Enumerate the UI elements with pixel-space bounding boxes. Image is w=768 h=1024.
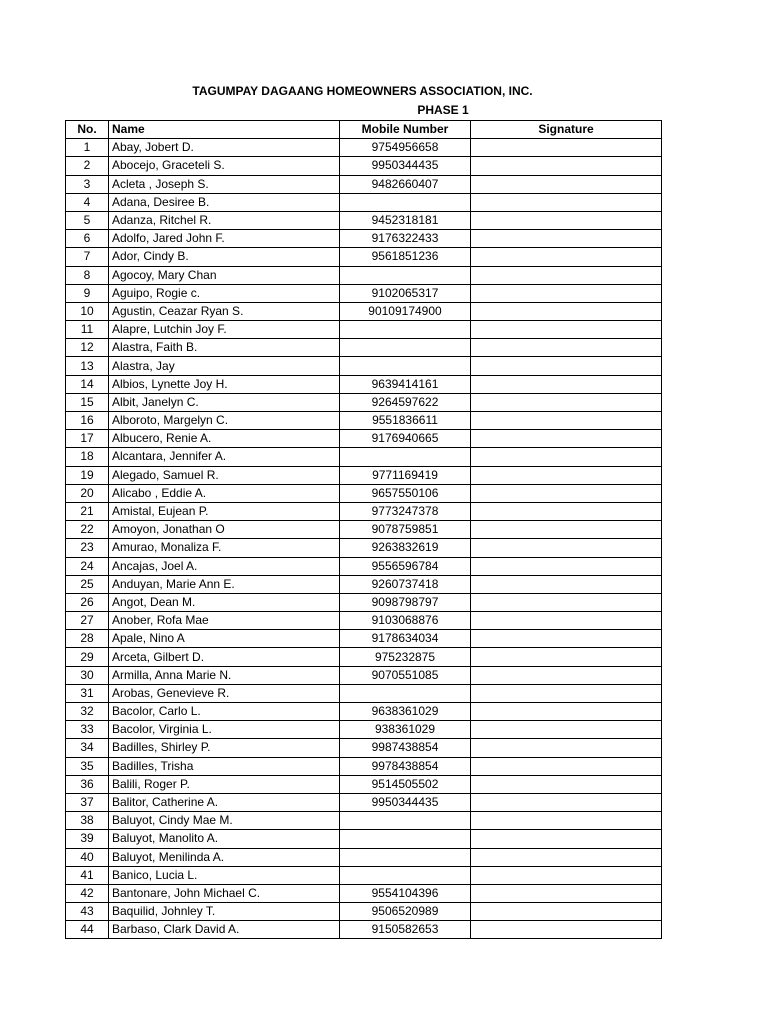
row-number: 40 [66, 848, 109, 866]
table-row [66, 539, 662, 557]
table-row [66, 666, 662, 684]
row-number: 29 [66, 648, 109, 666]
table-row [66, 466, 662, 484]
mobile-number: 9078759851 [340, 521, 471, 539]
row-number: 18 [66, 448, 109, 466]
row-number: 44 [66, 921, 109, 939]
member-name: Alboroto, Margelyn C. [109, 412, 340, 430]
row-number: 15 [66, 393, 109, 411]
signature-cell [471, 502, 662, 520]
mobile-number: 9551836611 [340, 412, 471, 430]
table-row [66, 375, 662, 393]
member-name: Agustin, Ceazar Ryan S. [109, 302, 340, 320]
row-number: 4 [66, 193, 109, 211]
signature-cell [471, 211, 662, 229]
mobile-number: 9070551085 [340, 666, 471, 684]
mobile-number [340, 448, 471, 466]
member-name: Amistal, Eujean P. [109, 502, 340, 520]
member-name: Apale, Nino A [109, 630, 340, 648]
member-name: Anober, Rofa Mae [109, 612, 340, 630]
member-name: Baluyot, Manolito A. [109, 830, 340, 848]
row-number: 7 [66, 248, 109, 266]
signature-cell [471, 648, 662, 666]
table-row [66, 448, 662, 466]
member-name: Adolfo, Jared John F. [109, 230, 340, 248]
table-row [66, 339, 662, 357]
member-name: Abay, Jobert D. [109, 139, 340, 157]
member-name: Bacolor, Carlo L. [109, 703, 340, 721]
column-header-no: No. [66, 121, 109, 139]
member-name: Balili, Roger P. [109, 775, 340, 793]
table-row [66, 193, 662, 211]
table-row [66, 248, 662, 266]
table-row [66, 793, 662, 811]
signature-cell [471, 539, 662, 557]
table-header-row [66, 121, 662, 139]
phase-label: PHASE 1 [417, 103, 469, 117]
member-name: Ador, Cindy B. [109, 248, 340, 266]
row-number: 10 [66, 302, 109, 320]
member-name: Alegado, Samuel R. [109, 466, 340, 484]
signature-cell [471, 430, 662, 448]
row-number: 8 [66, 266, 109, 284]
mobile-number: 9098798797 [340, 593, 471, 611]
row-number: 33 [66, 721, 109, 739]
table-row [66, 393, 662, 411]
mobile-number [340, 848, 471, 866]
table-row [66, 684, 662, 702]
signature-cell [471, 193, 662, 211]
signature-cell [471, 248, 662, 266]
table-row [66, 357, 662, 375]
mobile-number: 9950344435 [340, 157, 471, 175]
row-number: 17 [66, 430, 109, 448]
signature-cell [471, 593, 662, 611]
signature-cell [471, 630, 662, 648]
signature-cell [471, 866, 662, 884]
mobile-number [340, 321, 471, 339]
table-row [66, 502, 662, 520]
row-number: 6 [66, 230, 109, 248]
row-number: 23 [66, 539, 109, 557]
mobile-number: 938361029 [340, 721, 471, 739]
mobile-number: 9561851236 [340, 248, 471, 266]
member-name: Baluyot, Cindy Mae M. [109, 812, 340, 830]
mobile-number: 9263832619 [340, 539, 471, 557]
member-name: Bacolor, Virginia L. [109, 721, 340, 739]
signature-cell [471, 321, 662, 339]
signature-cell [471, 612, 662, 630]
signature-cell [471, 775, 662, 793]
member-name: Arceta, Gilbert D. [109, 648, 340, 666]
signature-cell [471, 448, 662, 466]
table-row [66, 921, 662, 939]
signature-cell [471, 921, 662, 939]
mobile-number: 9150582653 [340, 921, 471, 939]
signature-cell [471, 466, 662, 484]
signature-cell [471, 739, 662, 757]
member-name: Adana, Desiree B. [109, 193, 340, 211]
table-row [66, 848, 662, 866]
member-name: Badilles, Shirley P. [109, 739, 340, 757]
member-name: Angot, Dean M. [109, 593, 340, 611]
table-row [66, 721, 662, 739]
table-row [66, 139, 662, 157]
mobile-number: 9514505502 [340, 775, 471, 793]
signature-cell [471, 412, 662, 430]
mobile-number: 9482660407 [340, 175, 471, 193]
mobile-number: 9452318181 [340, 211, 471, 229]
member-name: Alapre, Lutchin Joy F. [109, 321, 340, 339]
member-name: Alastra, Faith B. [109, 339, 340, 357]
row-number: 42 [66, 884, 109, 902]
mobile-number [340, 339, 471, 357]
member-name: Albios, Lynette Joy H. [109, 375, 340, 393]
signature-cell [471, 903, 662, 921]
mobile-number: 9260737418 [340, 575, 471, 593]
column-header-mobile: Mobile Number [340, 121, 471, 139]
table-row [66, 302, 662, 320]
row-number: 39 [66, 830, 109, 848]
signature-cell [471, 721, 662, 739]
mobile-number: 9771169419 [340, 466, 471, 484]
member-name: Amurao, Monaliza F. [109, 539, 340, 557]
row-number: 30 [66, 666, 109, 684]
signature-cell [471, 521, 662, 539]
row-number: 27 [66, 612, 109, 630]
signature-cell [471, 575, 662, 593]
row-number: 12 [66, 339, 109, 357]
member-name: Abocejo, Graceteli S. [109, 157, 340, 175]
member-name: Acleta , Joseph S. [109, 175, 340, 193]
column-header-name: Name [109, 121, 340, 139]
row-number: 36 [66, 775, 109, 793]
signature-cell [471, 339, 662, 357]
mobile-number [340, 866, 471, 884]
row-number: 41 [66, 866, 109, 884]
table-row [66, 866, 662, 884]
row-number: 32 [66, 703, 109, 721]
mobile-number: 9178634034 [340, 630, 471, 648]
row-number: 13 [66, 357, 109, 375]
row-number: 43 [66, 903, 109, 921]
member-name: Alastra, Jay [109, 357, 340, 375]
member-name: Alcantara, Jennifer A. [109, 448, 340, 466]
member-name: Ancajas, Joel A. [109, 557, 340, 575]
table-row [66, 175, 662, 193]
mobile-number [340, 266, 471, 284]
signature-cell [471, 830, 662, 848]
signature-cell [471, 557, 662, 575]
mobile-number [340, 684, 471, 702]
row-number: 24 [66, 557, 109, 575]
signature-cell [471, 757, 662, 775]
row-number: 22 [66, 521, 109, 539]
table-row [66, 648, 662, 666]
member-name: Armilla, Anna Marie N. [109, 666, 340, 684]
signature-cell [471, 139, 662, 157]
member-name: Amoyon, Jonathan O [109, 521, 340, 539]
mobile-number: 9638361029 [340, 703, 471, 721]
table-row [66, 593, 662, 611]
signature-cell [471, 357, 662, 375]
signature-cell [471, 703, 662, 721]
member-name: Agocoy, Mary Chan [109, 266, 340, 284]
mobile-number [340, 830, 471, 848]
row-number: 2 [66, 157, 109, 175]
mobile-number: 9176322433 [340, 230, 471, 248]
row-number: 19 [66, 466, 109, 484]
table-row [66, 211, 662, 229]
member-name: Badilles, Trisha [109, 757, 340, 775]
signature-cell [471, 684, 662, 702]
row-number: 1 [66, 139, 109, 157]
table-row [66, 884, 662, 902]
member-name: Arobas, Genevieve R. [109, 684, 340, 702]
member-name: Balitor, Catherine A. [109, 793, 340, 811]
table-row [66, 812, 662, 830]
mobile-number: 9556596784 [340, 557, 471, 575]
member-name: Banico, Lucia L. [109, 866, 340, 884]
mobile-number: 9754956658 [340, 139, 471, 157]
signature-cell [471, 266, 662, 284]
mobile-number: 9264597622 [340, 393, 471, 411]
table-row [66, 830, 662, 848]
table-row [66, 412, 662, 430]
table-row [66, 739, 662, 757]
row-number: 20 [66, 484, 109, 502]
signature-cell [471, 484, 662, 502]
row-number: 38 [66, 812, 109, 830]
member-name: Barbaso, Clark David A. [109, 921, 340, 939]
row-number: 9 [66, 284, 109, 302]
mobile-number: 9950344435 [340, 793, 471, 811]
row-number: 14 [66, 375, 109, 393]
member-name: Baquilid, Johnley T. [109, 903, 340, 921]
mobile-number: 9103068876 [340, 612, 471, 630]
member-name: Albit, Janelyn C. [109, 393, 340, 411]
table-row [66, 757, 662, 775]
signature-cell [471, 175, 662, 193]
table-row [66, 612, 662, 630]
row-number: 35 [66, 757, 109, 775]
member-name: Alicabo , Eddie A. [109, 484, 340, 502]
mobile-number [340, 357, 471, 375]
table-row [66, 703, 662, 721]
signature-cell [471, 284, 662, 302]
mobile-number: 9978438854 [340, 757, 471, 775]
member-name: Anduyan, Marie Ann E. [109, 575, 340, 593]
table-row [66, 284, 662, 302]
members-table [65, 120, 662, 939]
mobile-number: 9657550106 [340, 484, 471, 502]
row-number: 28 [66, 630, 109, 648]
signature-cell [471, 375, 662, 393]
document-title: TAGUMPAY DAGAANG HOMEOWNERS ASSOCIATION, INC. [192, 84, 533, 98]
mobile-number: 9639414161 [340, 375, 471, 393]
table-row [66, 575, 662, 593]
row-number: 16 [66, 412, 109, 430]
mobile-number: 975232875 [340, 648, 471, 666]
table-row [66, 557, 662, 575]
row-number: 21 [66, 502, 109, 520]
table-row [66, 484, 662, 502]
signature-cell [471, 302, 662, 320]
row-number: 11 [66, 321, 109, 339]
table-row [66, 266, 662, 284]
table-row [66, 521, 662, 539]
signature-cell [471, 848, 662, 866]
member-name: Aguipo, Rogie c. [109, 284, 340, 302]
row-number: 5 [66, 211, 109, 229]
mobile-number [340, 812, 471, 830]
signature-cell [471, 230, 662, 248]
table-row [66, 230, 662, 248]
mobile-number: 9506520989 [340, 903, 471, 921]
signature-cell [471, 666, 662, 684]
member-name: Baluyot, Menilinda A. [109, 848, 340, 866]
table-row [66, 630, 662, 648]
member-name: Adanza, Ritchel R. [109, 211, 340, 229]
mobile-number [340, 193, 471, 211]
row-number: 34 [66, 739, 109, 757]
mobile-number: 9554104396 [340, 884, 471, 902]
signature-cell [471, 393, 662, 411]
table-row [66, 430, 662, 448]
signature-cell [471, 884, 662, 902]
mobile-number: 9987438854 [340, 739, 471, 757]
member-name: Albucero, Renie A. [109, 430, 340, 448]
mobile-number: 90109174900 [340, 302, 471, 320]
table-row [66, 157, 662, 175]
column-header-signature: Signature [471, 121, 662, 139]
mobile-number: 9176940665 [340, 430, 471, 448]
member-name: Bantonare, John Michael C. [109, 884, 340, 902]
table-row [66, 775, 662, 793]
table-row [66, 903, 662, 921]
row-number: 31 [66, 684, 109, 702]
signature-cell [471, 793, 662, 811]
signature-cell [471, 812, 662, 830]
row-number: 37 [66, 793, 109, 811]
row-number: 26 [66, 593, 109, 611]
signature-cell [471, 157, 662, 175]
table-row [66, 321, 662, 339]
mobile-number: 9773247378 [340, 502, 471, 520]
row-number: 25 [66, 575, 109, 593]
row-number: 3 [66, 175, 109, 193]
mobile-number: 9102065317 [340, 284, 471, 302]
